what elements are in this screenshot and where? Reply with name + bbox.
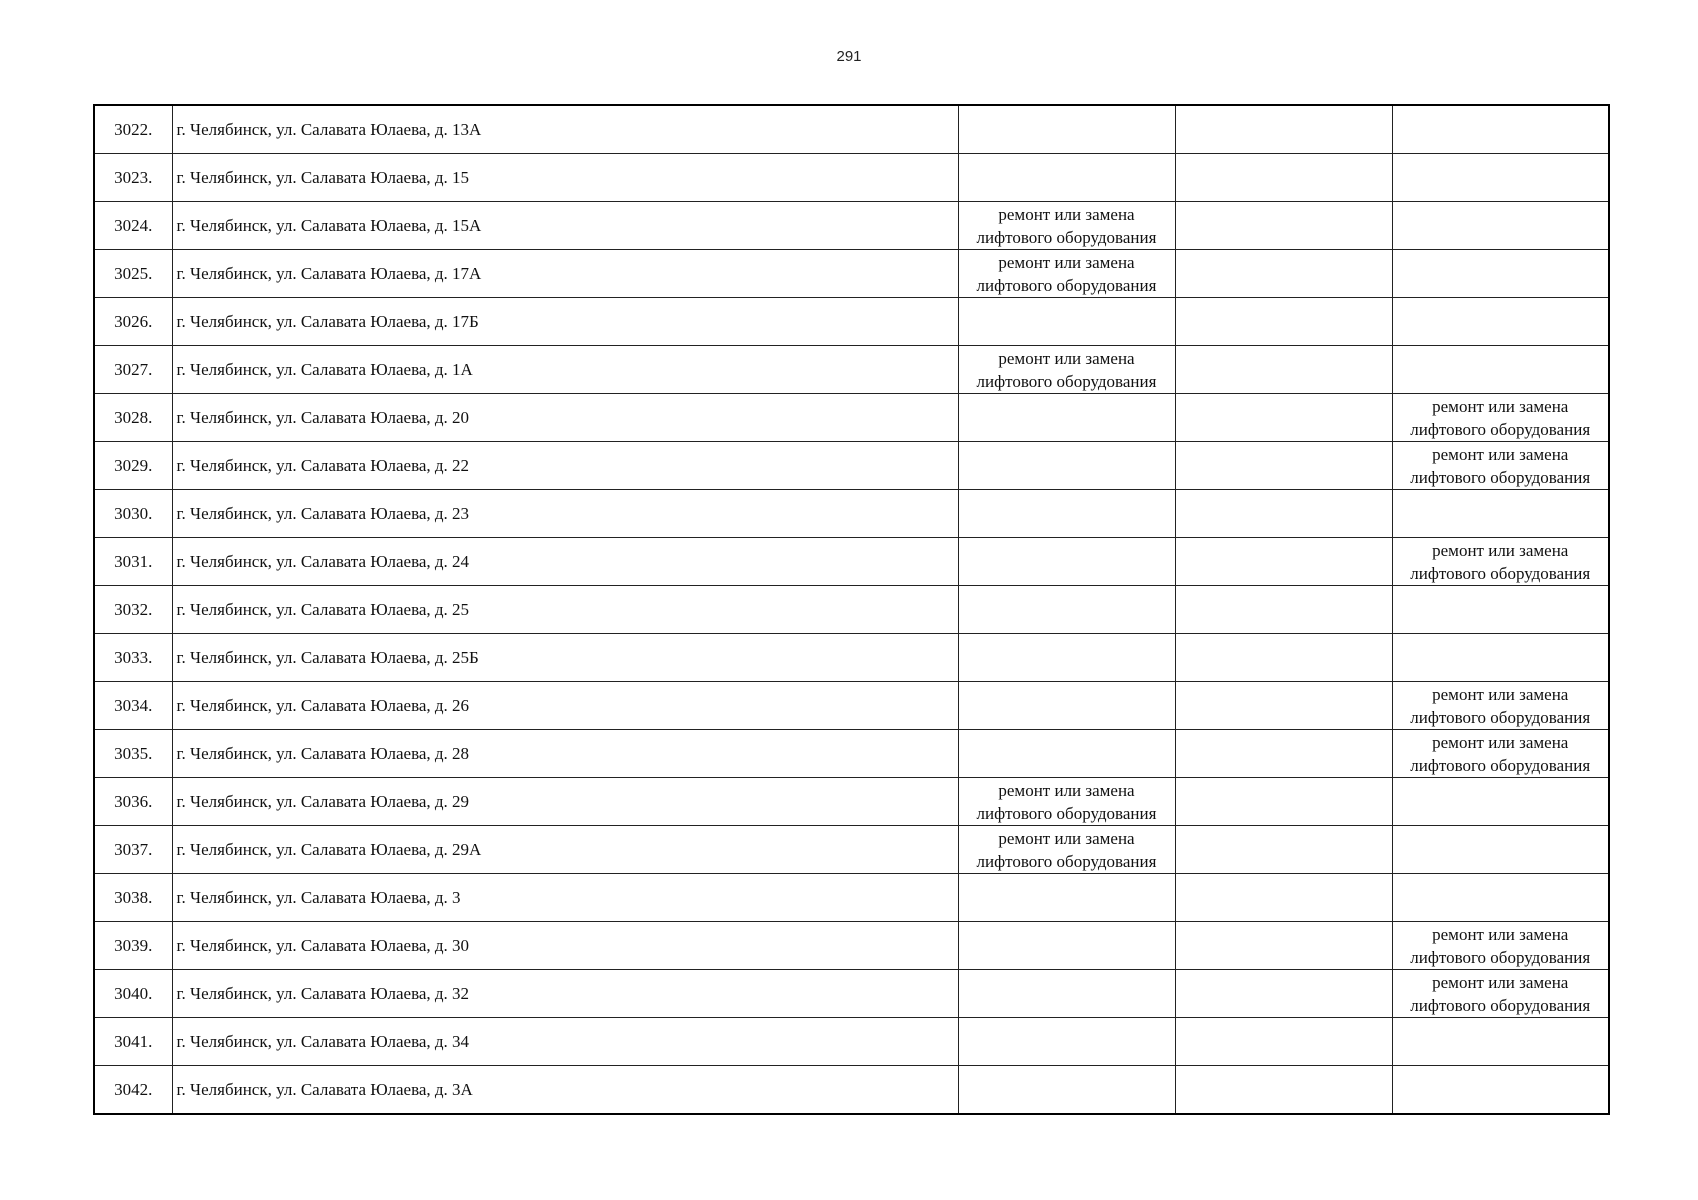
address-cell: г. Челябинск, ул. Салавата Юлаева, д. 13А: [172, 105, 958, 154]
row-number-cell: 3031.: [94, 538, 172, 586]
row-number-cell: 3036.: [94, 778, 172, 826]
work-type-cell-1: [958, 1018, 1175, 1066]
work-type-cell-2: [1175, 298, 1392, 346]
address-cell: г. Челябинск, ул. Салавата Юлаева, д. 20: [172, 394, 958, 442]
work-type-cell-1: [958, 874, 1175, 922]
row-number-cell: 3022.: [94, 105, 172, 154]
row-number-cell: 3040.: [94, 970, 172, 1018]
work-type-cell-1: [958, 682, 1175, 730]
table-row: [94, 970, 1609, 1018]
work-type-cell-2: [1175, 922, 1392, 970]
table-row: [94, 394, 1609, 442]
address-cell: г. Челябинск, ул. Салавата Юлаева, д. 15: [172, 154, 958, 202]
work-type-cell-1: [958, 105, 1175, 154]
table-row: [94, 634, 1609, 682]
work-type-cell-3: [1392, 1018, 1609, 1066]
row-number-cell: 3025.: [94, 250, 172, 298]
table-row: [94, 298, 1609, 346]
table-row: [94, 682, 1609, 730]
address-cell: г. Челябинск, ул. Салавата Юлаева, д. 23: [172, 490, 958, 538]
work-type-cell-1: [958, 586, 1175, 634]
table-row: [94, 202, 1609, 250]
work-type-cell-3: ремонт или замена лифтового оборудования: [1392, 922, 1609, 970]
table-row: [94, 538, 1609, 586]
work-type-cell-1: [958, 634, 1175, 682]
address-cell: г. Челябинск, ул. Салавата Юлаева, д. 28: [172, 730, 958, 778]
work-type-cell-3: ремонт или замена лифтового оборудования: [1392, 394, 1609, 442]
address-cell: г. Челябинск, ул. Салавата Юлаева, д. 30: [172, 922, 958, 970]
work-type-cell-2: [1175, 730, 1392, 778]
page-number: 291: [836, 48, 862, 65]
work-type-cell-2: [1175, 394, 1392, 442]
registry-table: [93, 104, 1610, 1115]
work-type-cell-3: ремонт или замена лифтового оборудования: [1392, 730, 1609, 778]
work-type-cell-3: [1392, 250, 1609, 298]
work-type-cell-2: [1175, 586, 1392, 634]
table-row: [94, 105, 1609, 154]
work-type-cell-3: ремонт или замена лифтового оборудования: [1392, 970, 1609, 1018]
address-cell: г. Челябинск, ул. Салавата Юлаева, д. 15А: [172, 202, 958, 250]
work-type-cell-1: [958, 970, 1175, 1018]
table-row: [94, 874, 1609, 922]
work-type-cell-1: [958, 394, 1175, 442]
work-type-cell-2: [1175, 1066, 1392, 1115]
work-type-cell-3: [1392, 586, 1609, 634]
work-type-cell-3: ремонт или замена лифтового оборудования: [1392, 682, 1609, 730]
address-cell: г. Челябинск, ул. Салавата Юлаева, д. 32: [172, 970, 958, 1018]
row-number-cell: 3033.: [94, 634, 172, 682]
work-type-cell-1: ремонт или замена лифтового оборудования: [958, 346, 1175, 394]
table-row: [94, 586, 1609, 634]
work-type-cell-3: [1392, 874, 1609, 922]
work-type-cell-2: [1175, 105, 1392, 154]
table-row: [94, 826, 1609, 874]
table-row: [94, 250, 1609, 298]
address-cell: г. Челябинск, ул. Салавата Юлаева, д. 3: [172, 874, 958, 922]
work-type-cell-2: [1175, 442, 1392, 490]
work-type-cell-2: [1175, 682, 1392, 730]
address-cell: г. Челябинск, ул. Салавата Юлаева, д. 25Б: [172, 634, 958, 682]
address-cell: г. Челябинск, ул. Салавата Юлаева, д. 24: [172, 538, 958, 586]
row-number-cell: 3028.: [94, 394, 172, 442]
table-row: [94, 346, 1609, 394]
work-type-cell-1: [958, 154, 1175, 202]
work-type-cell-3: [1392, 202, 1609, 250]
work-type-cell-1: [958, 442, 1175, 490]
table-row: [94, 154, 1609, 202]
row-number-cell: 3032.: [94, 586, 172, 634]
work-type-cell-2: [1175, 874, 1392, 922]
work-type-cell-3: [1392, 105, 1609, 154]
row-number-cell: 3034.: [94, 682, 172, 730]
work-type-cell-2: [1175, 490, 1392, 538]
table-row: [94, 778, 1609, 826]
work-type-cell-3: [1392, 778, 1609, 826]
work-type-cell-1: [958, 1066, 1175, 1115]
work-type-cell-2: [1175, 154, 1392, 202]
work-type-cell-1: [958, 538, 1175, 586]
table-row: [94, 922, 1609, 970]
work-type-cell-3: [1392, 298, 1609, 346]
work-type-cell-3: [1392, 826, 1609, 874]
address-cell: г. Челябинск, ул. Салавата Юлаева, д. 3А: [172, 1066, 958, 1115]
work-type-cell-3: [1392, 490, 1609, 538]
work-type-cell-3: ремонт или замена лифтового оборудования: [1392, 442, 1609, 490]
address-cell: г. Челябинск, ул. Салавата Юлаева, д. 26: [172, 682, 958, 730]
row-number-cell: 3023.: [94, 154, 172, 202]
work-type-cell-3: [1392, 1066, 1609, 1115]
row-number-cell: 3029.: [94, 442, 172, 490]
address-cell: г. Челябинск, ул. Салавата Юлаева, д. 29: [172, 778, 958, 826]
row-number-cell: 3042.: [94, 1066, 172, 1115]
work-type-cell-3: [1392, 634, 1609, 682]
row-number-cell: 3039.: [94, 922, 172, 970]
work-type-cell-2: [1175, 1018, 1392, 1066]
table-row: [94, 1018, 1609, 1066]
registry-table-body: [94, 105, 1609, 1114]
address-cell: г. Челябинск, ул. Салавата Юлаева, д. 17А: [172, 250, 958, 298]
work-type-cell-1: ремонт или замена лифтового оборудования: [958, 778, 1175, 826]
work-type-cell-2: [1175, 970, 1392, 1018]
work-type-cell-2: [1175, 346, 1392, 394]
address-cell: г. Челябинск, ул. Салавата Юлаева, д. 17Б: [172, 298, 958, 346]
row-number-cell: 3035.: [94, 730, 172, 778]
table-row: [94, 490, 1609, 538]
work-type-cell-2: [1175, 634, 1392, 682]
work-type-cell-3: [1392, 154, 1609, 202]
work-type-cell-1: ремонт или замена лифтового оборудования: [958, 826, 1175, 874]
work-type-cell-2: [1175, 778, 1392, 826]
row-number-cell: 3038.: [94, 874, 172, 922]
row-number-cell: 3026.: [94, 298, 172, 346]
work-type-cell-1: [958, 298, 1175, 346]
work-type-cell-1: [958, 922, 1175, 970]
table-row: [94, 442, 1609, 490]
address-cell: г. Челябинск, ул. Салавата Юлаева, д. 22: [172, 442, 958, 490]
work-type-cell-1: [958, 730, 1175, 778]
row-number-cell: 3041.: [94, 1018, 172, 1066]
work-type-cell-2: [1175, 202, 1392, 250]
work-type-cell-1: [958, 490, 1175, 538]
row-number-cell: 3024.: [94, 202, 172, 250]
work-type-cell-2: [1175, 250, 1392, 298]
work-type-cell-2: [1175, 538, 1392, 586]
work-type-cell-2: [1175, 826, 1392, 874]
table-row: [94, 1066, 1609, 1115]
row-number-cell: 3037.: [94, 826, 172, 874]
table-row: [94, 730, 1609, 778]
work-type-cell-1: ремонт или замена лифтового оборудования: [958, 202, 1175, 250]
address-cell: г. Челябинск, ул. Салавата Юлаева, д. 1А: [172, 346, 958, 394]
work-type-cell-3: ремонт или замена лифтового оборудования: [1392, 538, 1609, 586]
address-cell: г. Челябинск, ул. Салавата Юлаева, д. 25: [172, 586, 958, 634]
work-type-cell-3: [1392, 346, 1609, 394]
address-cell: г. Челябинск, ул. Салавата Юлаева, д. 34: [172, 1018, 958, 1066]
row-number-cell: 3030.: [94, 490, 172, 538]
address-cell: г. Челябинск, ул. Салавата Юлаева, д. 29А: [172, 826, 958, 874]
work-type-cell-1: ремонт или замена лифтового оборудования: [958, 250, 1175, 298]
row-number-cell: 3027.: [94, 346, 172, 394]
